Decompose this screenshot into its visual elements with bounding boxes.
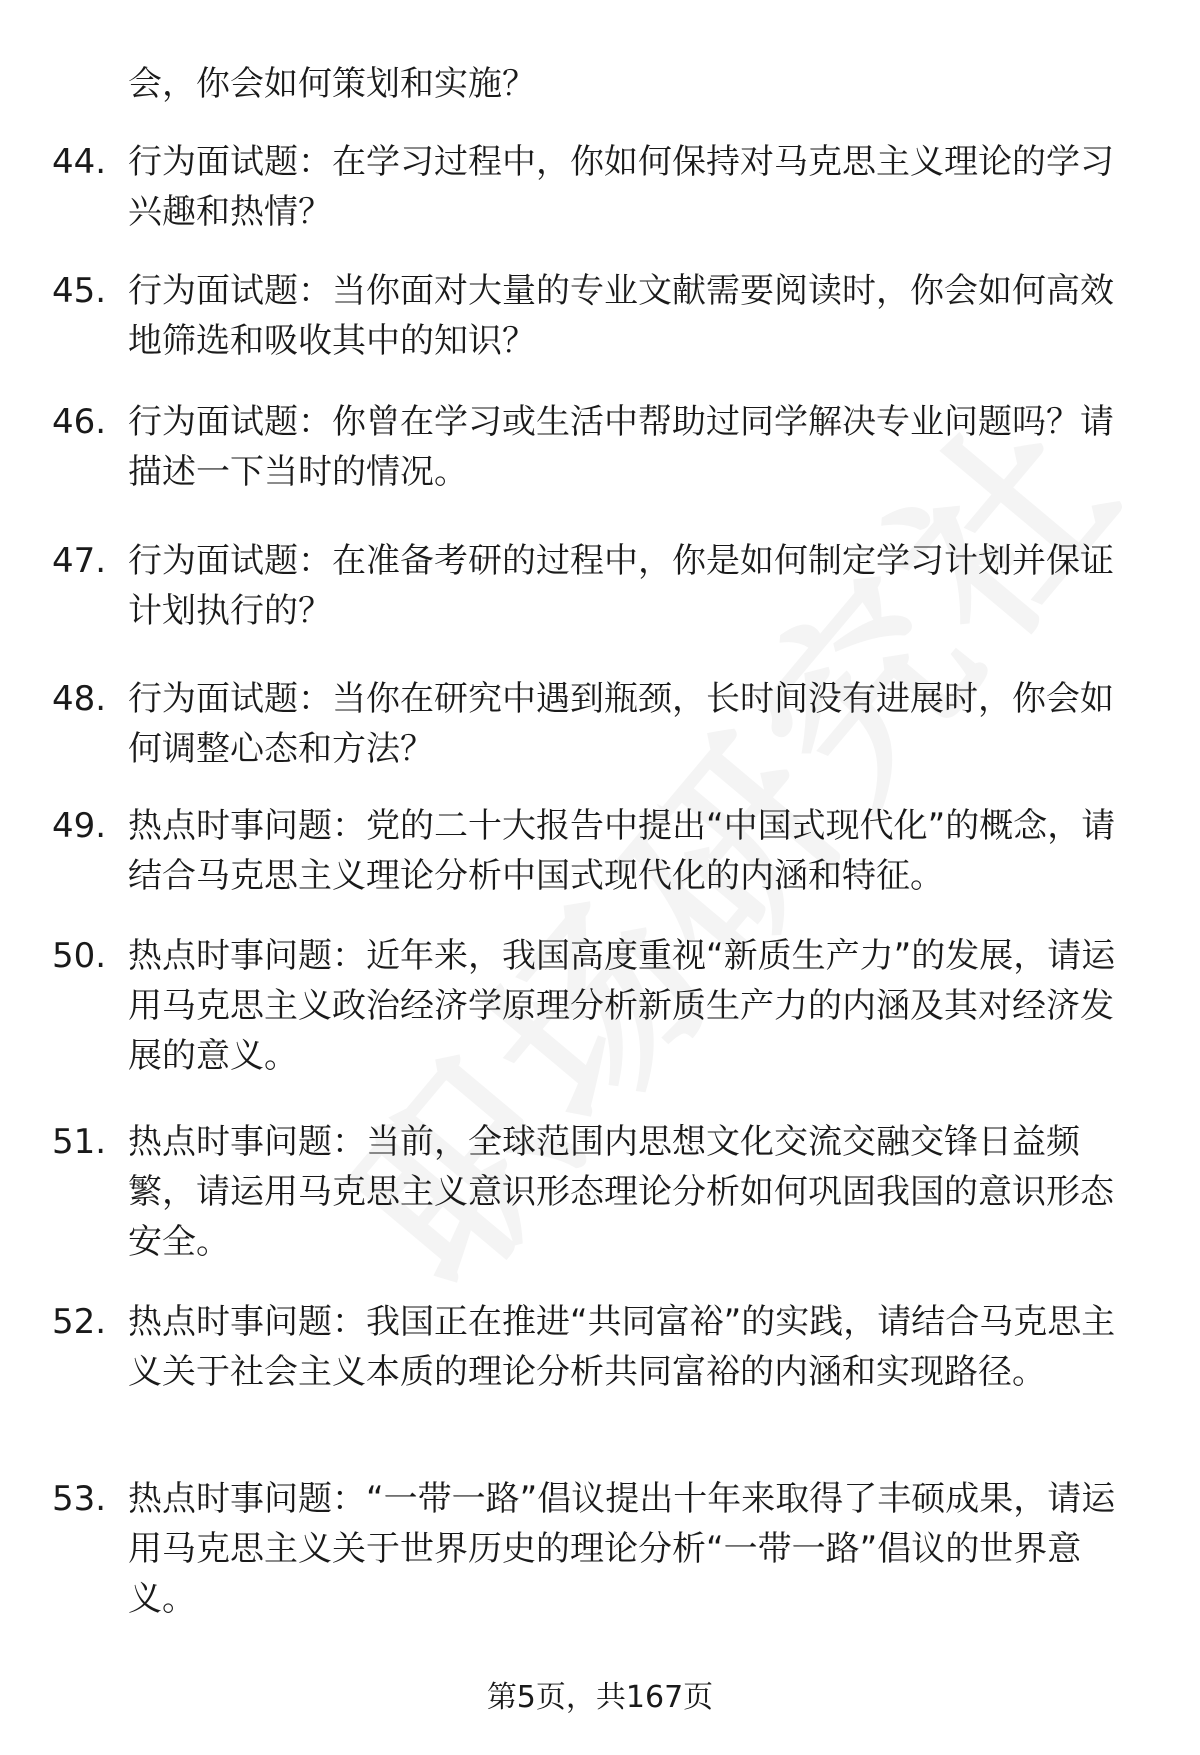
question-item (52, 266, 1142, 366)
question-text: 热点时事问题：我国正在推进“共同富裕”的实践，请结合马克思主义关于社会主义本质的理论分析共同富裕的内涵和实现路径。 (128, 1302, 1116, 1392)
question-item (52, 1474, 1142, 1624)
question-item (52, 1297, 1142, 1397)
question-number: 45. (52, 271, 107, 311)
question-number: 48. (52, 679, 107, 719)
question-item (52, 931, 1142, 1081)
question-number: 53. (52, 1479, 107, 1519)
question-item (52, 1117, 1142, 1267)
question-number: 49. (52, 806, 107, 846)
question-item (52, 536, 1142, 636)
question-text: 热点时事问题：“一带一路”倡议提出十年来取得了丰硕成果，请运用马克思主义关于世界历史的理论分析“一带一路”倡议的世界意义。 (128, 1479, 1116, 1619)
question-number: 51. (52, 1122, 107, 1162)
question-text: 行为面试题：你曾在学习或生活中帮助过同学解决专业问题吗？请描述一下当时的情况。 (128, 402, 1114, 492)
question-text: 热点时事问题：党的二十大报告中提出“中国式现代化”的概念，请结合马克思主义理论分析中国式现代化的内涵和特征。 (128, 806, 1116, 896)
question-text: 行为面试题：当你面对大量的专业文献需要阅读时，你会如何高效地筛选和吸收其中的知识？ (128, 271, 1114, 361)
page-footer: 第5页，共167页 (486, 1680, 714, 1715)
question-text: 热点时事问题：当前，全球范围内思想文化交流交融交锋日益频繁，请运用马克思主义意识形态理论分析如何巩固我国的意识形态安全。 (128, 1122, 1114, 1262)
question-number: 52. (52, 1302, 107, 1342)
question-text: 行为面试题：在学习过程中，你如何保持对马克思主义理论的学习兴趣和热情？ (128, 142, 1114, 232)
question-number: 44. (52, 142, 107, 182)
question-item (52, 801, 1142, 901)
question-text: 行为面试题：在准备考研的过程中，你是如何制定学习计划并保证计划执行的？ (128, 541, 1114, 631)
question-number: 46. (52, 402, 107, 442)
question-text: 热点时事问题：近年来，我国高度重视“新质生产力”的发展，请运用马克思主义政治经济学原理分析新质生产力的内涵及其对经济发展的意义。 (128, 936, 1116, 1076)
question-item (52, 397, 1142, 497)
question-item (52, 137, 1142, 237)
question-item (52, 674, 1142, 774)
question-number: 47. (52, 541, 107, 581)
question-number: 50. (52, 936, 107, 976)
continuation-text: 会，你会如何策划和实施？ (128, 64, 536, 104)
question-text: 行为面试题：当你在研究中遇到瓶颈，长时间没有进展时，你会如何调整心态和方法？ (128, 679, 1114, 769)
